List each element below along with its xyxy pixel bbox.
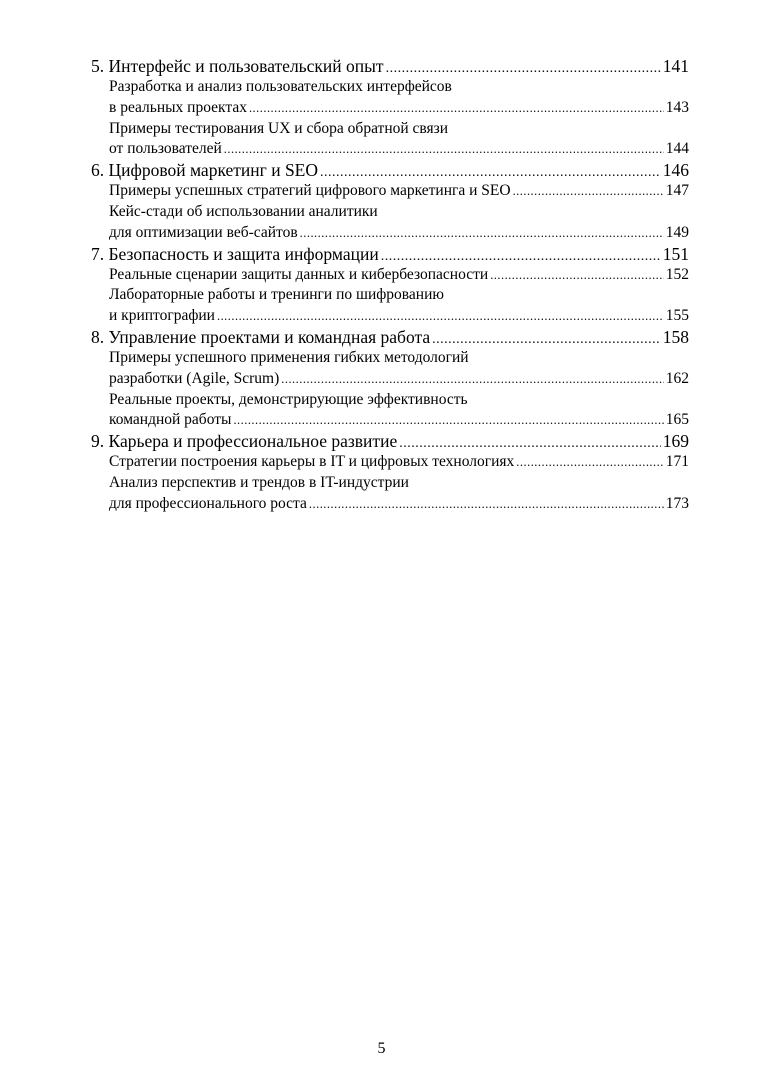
toc-section-title: Реальные проекты, демонстрирующие эффективность [109, 390, 468, 408]
toc-section [91, 77, 689, 119]
toc-section-line [109, 77, 689, 98]
toc-page-number: 147 [665, 182, 689, 200]
toc-page-number: 155 [665, 307, 689, 325]
toc-section-title: Разработка и анализ пользовательских интерфейсов [109, 78, 452, 95]
toc-chapter-title: 9. Карьера и профессиональное развитие [91, 431, 398, 452]
toc-section-line [109, 139, 689, 160]
table-of-contents [91, 56, 689, 515]
dot-leader [399, 433, 661, 454]
toc-chapter [91, 160, 689, 243]
toc-page-number: 149 [665, 223, 689, 241]
toc-section-line [109, 181, 689, 202]
dot-leader [386, 58, 661, 79]
toc-section-line [109, 390, 689, 411]
toc-chapter [91, 431, 689, 514]
toc-section-title: Анализ перспектив и трендов в IT-индустрии [109, 473, 409, 491]
toc-section [91, 473, 689, 515]
toc-section-line [109, 223, 689, 244]
toc-section-line [109, 452, 689, 473]
toc-section-line [109, 494, 689, 515]
toc-section [91, 452, 689, 473]
toc-section-line [109, 98, 689, 119]
dot-leader [233, 410, 663, 431]
dot-leader [309, 494, 664, 515]
toc-section-title: в реальных проектах [109, 98, 247, 116]
toc-chapter-title: 6. Цифровой маркетинг и SEO [91, 160, 319, 181]
toc-page-number: 146 [662, 160, 689, 181]
toc-section-line [109, 265, 689, 286]
toc-section-title: Лабораторные работы и тренинги по шифрованию [109, 286, 444, 304]
toc-chapter-line [91, 160, 689, 181]
toc-chapter-line [91, 56, 689, 77]
toc-section-title: Кейс-стади об использовании аналитики [109, 202, 378, 220]
toc-page-number: 144 [665, 140, 689, 158]
toc-section-line [109, 306, 689, 327]
dot-leader [381, 246, 661, 267]
toc-chapter [91, 244, 689, 327]
toc-section [91, 390, 689, 432]
toc-section-line [109, 119, 689, 140]
toc-page-number: 151 [662, 243, 689, 264]
dot-leader [320, 162, 661, 183]
dot-leader [281, 369, 663, 390]
toc-chapter [91, 56, 689, 160]
toc-section-title: Примеры тестирования UX и сбора обратной связи [109, 119, 449, 137]
dot-leader [432, 329, 661, 350]
dot-leader [224, 139, 664, 160]
toc-page-number: 169 [662, 431, 689, 452]
dot-leader [513, 181, 664, 202]
toc-section [91, 265, 689, 286]
toc-page-number: 165 [665, 411, 689, 429]
toc-section [91, 285, 689, 327]
toc-section [91, 119, 689, 161]
toc-section-title: для оптимизации веб-сайтов [109, 223, 298, 241]
toc-page-number: 141 [662, 56, 689, 76]
toc-section [91, 181, 689, 202]
toc-section-title: от пользователей [109, 140, 222, 158]
toc-section-line [109, 410, 689, 431]
toc-page-number: 143 [665, 98, 689, 116]
dot-leader [516, 452, 663, 473]
toc-section-title: для профессионального роста [109, 494, 307, 512]
toc-section-title: Стратегии построения карьеры в IT и цифровых технологиях [109, 453, 515, 471]
toc-section-title: командной работы [109, 411, 232, 429]
toc-page-number: 171 [665, 453, 689, 471]
toc-section-title: и криптографии [109, 307, 215, 325]
toc-chapter-line [91, 327, 689, 348]
dot-leader [490, 265, 664, 286]
toc-section-title: Реальные сценарии защиты данных и кибербезопасности [109, 265, 489, 283]
toc-chapter-title: 8. Управление проектами и командная работа [91, 326, 431, 347]
toc-chapter-line [91, 244, 689, 265]
toc-chapter-line [91, 431, 689, 452]
toc-page-number: 158 [662, 326, 689, 347]
toc-chapter-title: 7. Безопасность и защита информации [91, 243, 379, 264]
toc-section-line [109, 285, 689, 306]
toc-section-line [109, 473, 689, 494]
toc-section [91, 202, 689, 244]
toc-section [91, 348, 689, 390]
toc-section-title: разработки (Agile, Scrum) [109, 369, 280, 387]
toc-section-line [109, 348, 689, 369]
toc-section-line [109, 369, 689, 390]
dot-leader [217, 306, 664, 327]
dot-leader [249, 98, 664, 119]
toc-page-number: 173 [665, 494, 689, 512]
toc-chapter-title: 5. Интерфейс и пользовательский опыт [91, 56, 384, 76]
page-number: 5 [377, 1040, 386, 1057]
toc-page-number: 152 [665, 265, 689, 283]
toc-section-title: Примеры успешного применения гибких методологий [109, 348, 469, 366]
toc-chapter [91, 327, 689, 431]
toc-section-line [109, 202, 689, 223]
dot-leader [300, 223, 664, 244]
toc-section-title: Примеры успешных стратегий цифрового маркетинга и SEO [109, 182, 511, 200]
toc-page-number: 162 [665, 369, 689, 387]
